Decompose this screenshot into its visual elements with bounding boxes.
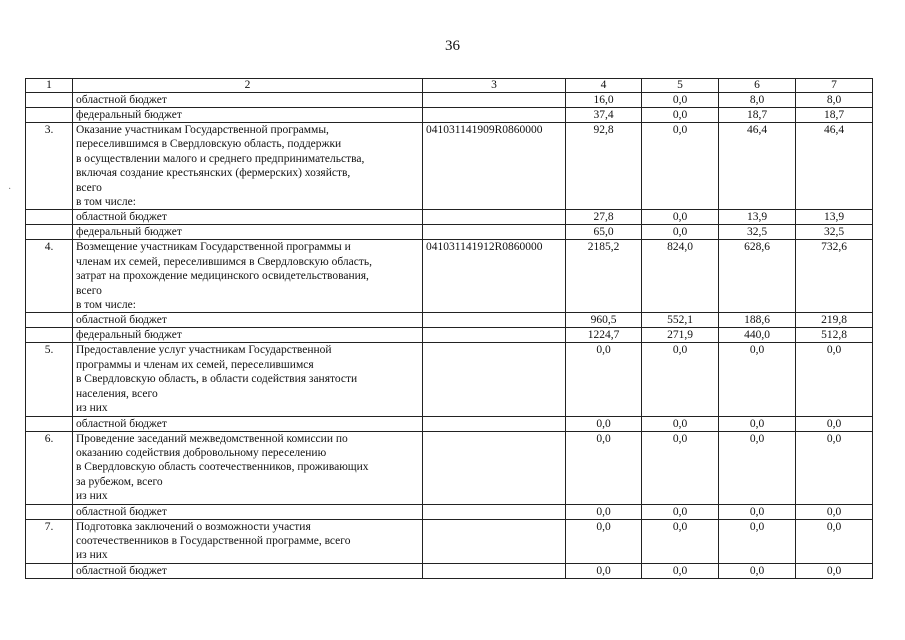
column-header-1: 1 <box>26 79 73 93</box>
value-col-5: 0,0 <box>642 563 719 578</box>
row-description <box>73 210 423 225</box>
budget-code <box>423 431 566 504</box>
column-header-7: 7 <box>796 79 873 93</box>
description-line: из них <box>76 490 108 503</box>
value-col-7: 13,9 <box>796 210 873 225</box>
value-col-5: 552,1 <box>642 313 719 328</box>
value-col-7: 219,8 <box>796 313 873 328</box>
row-number <box>26 225 73 240</box>
description-line: всего <box>76 181 102 194</box>
description-line: программы и членам их семей, переселившимся <box>76 358 314 371</box>
value-col-6: 188,6 <box>719 313 796 328</box>
description-line: соотечественников в Государственной программе, всего <box>76 534 351 547</box>
table-subrow <box>26 93 873 108</box>
description-line: населения, всего <box>76 387 158 400</box>
value-col-4: 1224,7 <box>566 328 642 343</box>
budget-code <box>423 210 566 225</box>
row-description <box>73 563 423 578</box>
description-line: областной бюджет <box>76 417 167 430</box>
value-col-5: 0,0 <box>642 210 719 225</box>
value-col-5: 0,0 <box>642 108 719 123</box>
value-col-5: 0,0 <box>642 519 719 563</box>
value-col-4: 2185,2 <box>566 240 642 313</box>
row-number <box>26 93 73 108</box>
description-line: из них <box>76 402 108 415</box>
description-line: Возмещение участникам Государственной программы и <box>76 241 351 254</box>
value-col-7: 32,5 <box>796 225 873 240</box>
description-line: в том числе: <box>76 299 136 312</box>
row-description <box>73 343 423 416</box>
budget-code <box>423 225 566 240</box>
row-description <box>73 416 423 431</box>
table-body <box>26 79 873 579</box>
table-row <box>26 519 873 563</box>
value-col-5: 0,0 <box>642 123 719 210</box>
value-col-7: 0,0 <box>796 431 873 504</box>
value-col-6: 440,0 <box>719 328 796 343</box>
row-description <box>73 431 423 504</box>
table-row <box>26 240 873 313</box>
value-col-4: 960,5 <box>566 313 642 328</box>
row-number <box>26 328 73 343</box>
description-line: Подготовка заключений о возможности участия <box>76 520 311 533</box>
column-header-5: 5 <box>642 79 719 93</box>
value-col-6: 0,0 <box>719 416 796 431</box>
value-col-4: 0,0 <box>566 519 642 563</box>
description-line: оказанию содействия добровольному переселению <box>76 446 327 459</box>
value-col-4: 92,8 <box>566 123 642 210</box>
value-col-5: 0,0 <box>642 416 719 431</box>
row-number <box>26 504 73 519</box>
description-line: областной бюджет <box>76 564 167 577</box>
description-line: в том числе: <box>76 196 136 209</box>
value-col-4: 16,0 <box>566 93 642 108</box>
value-col-7: 8,0 <box>796 93 873 108</box>
budget-table <box>25 78 873 579</box>
value-col-6: 0,0 <box>719 504 796 519</box>
description-line: федеральный бюджет <box>76 226 182 239</box>
value-col-5: 0,0 <box>642 504 719 519</box>
row-description <box>73 240 423 313</box>
page-number: 36 <box>445 38 460 54</box>
row-description <box>73 313 423 328</box>
row-number: 3. <box>26 123 73 210</box>
column-header-2: 2 <box>73 79 423 93</box>
value-col-6: 8,0 <box>719 93 796 108</box>
budget-code <box>423 416 566 431</box>
row-description <box>73 123 423 210</box>
description-line: всего <box>76 284 102 297</box>
description-line: в осуществлении малого и среднего предпринимательства, <box>76 152 365 165</box>
table-row <box>26 431 873 504</box>
table-subrow <box>26 328 873 343</box>
row-description <box>73 328 423 343</box>
row-description <box>73 108 423 123</box>
row-number: 5. <box>26 343 73 416</box>
value-col-6: 32,5 <box>719 225 796 240</box>
description-line: Оказание участникам Государственной программы, <box>76 124 329 136</box>
row-number <box>26 563 73 578</box>
description-line: федеральный бюджет <box>76 329 182 342</box>
budget-code <box>423 504 566 519</box>
column-header-4: 4 <box>566 79 642 93</box>
value-col-7: 732,6 <box>796 240 873 313</box>
value-col-4: 0,0 <box>566 416 642 431</box>
description-line: в Свердловскую область, в области содействия занятости <box>76 373 358 386</box>
value-col-7: 0,0 <box>796 343 873 416</box>
table-row <box>26 123 873 210</box>
value-col-6: 0,0 <box>719 563 796 578</box>
description-line: областной бюджет <box>76 314 167 327</box>
value-col-6: 0,0 <box>719 343 796 416</box>
table-subrow <box>26 210 873 225</box>
description-line: включая создание крестьянских (фермерских) хозяйств, <box>76 167 351 180</box>
table-subrow <box>26 504 873 519</box>
scan-speck: · <box>8 184 12 195</box>
value-col-4: 0,0 <box>566 431 642 504</box>
description-line: областной бюджет <box>76 211 167 224</box>
row-number <box>26 108 73 123</box>
row-number <box>26 210 73 225</box>
value-col-6: 0,0 <box>719 431 796 504</box>
description-line: за рубежом, всего <box>76 475 163 488</box>
table-subrow <box>26 313 873 328</box>
description-line: членам их семей, переселившимся в Свердловскую область, <box>76 255 372 268</box>
value-col-7: 0,0 <box>796 416 873 431</box>
budget-code <box>423 343 566 416</box>
row-number: 6. <box>26 431 73 504</box>
row-number <box>26 416 73 431</box>
value-col-7: 0,0 <box>796 563 873 578</box>
row-description <box>73 225 423 240</box>
value-col-5: 0,0 <box>642 431 719 504</box>
value-col-6: 46,4 <box>719 123 796 210</box>
table-subrow <box>26 416 873 431</box>
value-col-7: 18,7 <box>796 108 873 123</box>
value-col-7: 0,0 <box>796 519 873 563</box>
table-subrow <box>26 563 873 578</box>
description-line: Проведение заседаний межведомственной комиссии по <box>76 432 348 445</box>
value-col-5: 0,0 <box>642 225 719 240</box>
value-col-4: 65,0 <box>566 225 642 240</box>
row-number: 4. <box>26 240 73 313</box>
value-col-6: 18,7 <box>719 108 796 123</box>
column-header-3: 3 <box>423 79 566 93</box>
description-line: переселившимся в Свердловскую область, поддержки <box>76 138 342 151</box>
value-col-4: 27,8 <box>566 210 642 225</box>
value-col-7: 46,4 <box>796 123 873 210</box>
value-col-4: 37,4 <box>566 108 642 123</box>
budget-code <box>423 519 566 563</box>
budget-code: 041031141912R0860000 <box>423 240 566 313</box>
description-line: областной бюджет <box>76 505 167 518</box>
description-line: затрат на прохождение медицинского освидетельствования, <box>76 270 369 283</box>
table-subrow <box>26 108 873 123</box>
budget-code <box>423 93 566 108</box>
value-col-6: 0,0 <box>719 519 796 563</box>
description-line: областной бюджет <box>76 94 167 106</box>
budget-code <box>423 563 566 578</box>
row-description <box>73 504 423 519</box>
column-header-6: 6 <box>719 79 796 93</box>
description-line: Предоставление услуг участникам Государственной <box>76 344 332 357</box>
description-line: федеральный бюджет <box>76 109 182 121</box>
header-row <box>26 79 873 93</box>
row-description <box>73 93 423 108</box>
budget-code: 041031141909R0860000 <box>423 123 566 210</box>
row-description <box>73 519 423 563</box>
value-col-7: 0,0 <box>796 504 873 519</box>
row-number <box>26 313 73 328</box>
budget-code <box>423 328 566 343</box>
description-line: в Свердловскую область соотечественников, проживающих <box>76 461 369 474</box>
value-col-6: 13,9 <box>719 210 796 225</box>
value-col-5: 824,0 <box>642 240 719 313</box>
value-col-4: 0,0 <box>566 343 642 416</box>
value-col-5: 0,0 <box>642 343 719 416</box>
table-subrow <box>26 225 873 240</box>
value-col-6: 628,6 <box>719 240 796 313</box>
row-number: 7. <box>26 519 73 563</box>
value-col-4: 0,0 <box>566 504 642 519</box>
value-col-5: 271,9 <box>642 328 719 343</box>
value-col-4: 0,0 <box>566 563 642 578</box>
value-col-5: 0,0 <box>642 93 719 108</box>
description-line: из них <box>76 549 108 562</box>
table-row <box>26 343 873 416</box>
value-col-7: 512,8 <box>796 328 873 343</box>
budget-code <box>423 313 566 328</box>
budget-code <box>423 108 566 123</box>
